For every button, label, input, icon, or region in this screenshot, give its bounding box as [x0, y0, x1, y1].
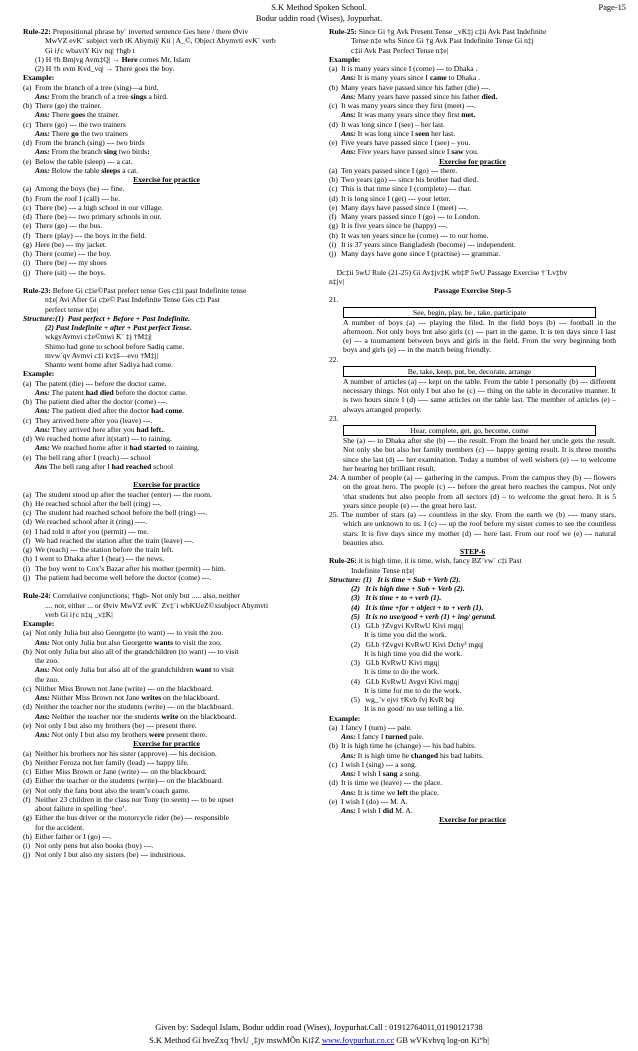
text-line: Exercise for practice [133, 480, 200, 490]
passage-number: 21. [329, 295, 339, 305]
footer-credit: Given by: Sadequl Islam, Bodur uddin road (Wises), Joypurhat.Call : 01912764011,01190121738 [155, 1023, 483, 1032]
word-box: Be, take, keep, put, be, decorate, arrange [343, 366, 596, 377]
passage-number: 22. [329, 354, 339, 364]
text-line: (4) It is time +for + object + to + verb (1). [351, 602, 484, 612]
text-line: (c) There (be) --- a high school in our village. [23, 202, 163, 212]
text-line: It is high time you did the work. [351, 648, 463, 658]
text-line: (a) Neither his brothers nor his sister (approve) --- his decision. [23, 748, 217, 758]
text-line: (j) The patient had become well before the doctor (come) ---. [23, 572, 212, 582]
text-line: (i) Not only pens but also books (buy) ---. [23, 841, 154, 850]
text-line: (j) Not only I but also my sisters (be) --- industrious. [23, 850, 186, 860]
text-line: about failure in spelling ‘bee’. [35, 804, 127, 813]
text-line: (a) Among the boys (be) --- fine. [23, 184, 125, 194]
text-line: Ans: There goes the trainer. [35, 110, 120, 120]
text-line: (a) Ten years passed since I (go) --- there. [329, 165, 458, 175]
text-line: (j) There (sit) --- the boys. [23, 267, 106, 277]
text-line: Ans: Niither Miss Brown not Jane writes on the blackboard. [35, 693, 220, 702]
text-line: It is no good/ no use telling a lie. [351, 704, 465, 714]
school-address: Bodur uddin road (Wises), Joypurhat. [255, 14, 383, 23]
text-line: (a) Not only Julia but also Georgette (to want) --- to visit the zoo. [23, 628, 224, 638]
text-line: (c) Niither Miss Brown not Jane (write) --- on the blackboard. [23, 683, 213, 693]
text-line: (d) It is time we (leave) --- the place. [329, 778, 443, 788]
left-column [23, 27, 310, 860]
text-line: Ans: Not only I but also my brothers were present there. [35, 730, 208, 739]
text-line: Rule-23: Before Gi c‡ie©Past prefect tense Ges c‡ii past Indefinite tense [23, 286, 247, 295]
text-line: (f) There (play) --- the boys in the field. [23, 230, 147, 240]
text-line: .... nor, either ... or Øviv MwVZ evK¨ Zv‡`i wbKUeZ©xsubject Abymvti [45, 600, 269, 610]
passage-exercises [329, 295, 616, 473]
text-line: Ans: From the branch of a tree sings a bird. [35, 91, 168, 101]
text-line: (h) It was ten years since he (come) --- to our home. [329, 230, 489, 240]
text-line: (1) GLb †Zvgvi KvRwU Kivi mgq| [351, 621, 463, 630]
text-line: (a) It is many years since I (come) --- to Dhaka . [329, 64, 478, 73]
text-line: Ans: It is time we left the place. [341, 787, 439, 797]
text-line: Ans: We reached home after it had started to raining. [35, 443, 200, 453]
rule-25-section [329, 27, 616, 295]
text-line: (c) I wish I (sing) --- a song. [329, 759, 417, 769]
text-line: (a) The patent (die) --- before the doctor came. [23, 378, 167, 388]
text-line: (2) It is high time + Sub + Verb (2). [351, 584, 465, 593]
text-line: (b) It is high time he (change) --- his bad habits. [329, 741, 476, 751]
text-line: (c) Either Miss Brown or Jane (write) --- on the blackboard. [23, 767, 207, 776]
text-line: Ans: It was many years since they first met. [341, 110, 476, 120]
text-line: Example: [23, 369, 55, 379]
text-line: (c) They arrived here after you (leave) ---. [23, 415, 153, 425]
text-line: (d) There (be) --- two primary schools in our. [23, 212, 162, 221]
text-line: (d) It is long since I (get) --- your letter. [329, 193, 451, 203]
word-box: Hear, complete, get, go, become, come [343, 425, 596, 436]
text-line: (g) Here (be) --- my jacket. [23, 239, 107, 249]
text-line: verb Gi iƒc n‡q _v‡K| [45, 609, 113, 619]
text-line: Ans: There go the two trainers [35, 128, 128, 138]
text-line: (c) It was many years since they first (meet) ---. [329, 101, 476, 110]
text-line: (d) It was long since I (see) – her last. [329, 119, 445, 129]
text-line: (c) The student had reached school before the bell (ring) ---. [23, 508, 208, 517]
text-line: (b) Neither Feroza not her family (lead) --- happy life. [23, 757, 189, 767]
text-line: (e) There (go) --- the bus. [23, 221, 103, 231]
text-line: (1) H †h Bmjvg Avm‡Q| → Here comes Mr. Islam [35, 54, 191, 64]
passage-item: 24. A number of people (a) --- gathering in the campus. From the campus they (b) --- flowers on the great hero. The people (c) --- before the great hero reaches the campus. Not only \that students but also people from all sectors (d) – to welcome the great hero. It is 5 years since people (e) --- the great hero last. [329, 473, 616, 510]
text-line: (e) The bell rang after I (reach) --- school [23, 452, 151, 462]
page-number: Page-15 [598, 3, 626, 12]
footer-website-line [0, 1036, 638, 1045]
text-line: (h) There (come) --- the boy. [23, 249, 112, 258]
text-line: Ans: Not only Julia but also Georgette wants to visit the zoo. [35, 637, 222, 647]
text-line: (b) Many years have passed since his father (die) ---. [329, 82, 491, 92]
text-line: (3) It is time + to + verb (1). [351, 593, 442, 603]
text-line: (g) It is five years since he (happy) ---. [329, 221, 448, 231]
text-line [23, 471, 310, 480]
text-line: Example: [329, 54, 361, 64]
text-line: STEP-6 [459, 547, 486, 556]
text-line: Ans: They arrived here after you had left.. [35, 424, 165, 434]
text-line: n‡e| Avi After Gi c‡e© Past Indefinite Tense Ges c‡i Past [45, 295, 220, 305]
text-line: perfect tense n‡e| [45, 304, 98, 314]
text-line: Ans: Below the table sleeps a cat. [35, 165, 139, 175]
text-line: Passage Exercise Step-5 [433, 286, 512, 295]
step-6-section [329, 547, 616, 825]
text-line: n‡jv| [329, 276, 345, 286]
right-column [329, 27, 616, 825]
text-line: Ans The bell rang after I had reached school [35, 461, 174, 471]
text-line: (d) We reached home after it(start) --- to raining. [23, 434, 172, 443]
text-line [23, 582, 310, 591]
text-line: (e) Five years have passed since I (see) – you. [329, 138, 471, 147]
text-line: (d) Neither the teacher nor the students (write) --- on the blackboard. [23, 702, 233, 712]
text-line: (2) Past Indefinite + after + Past perfect Tense. [45, 323, 192, 332]
text-line: (b) He reached school after the bell (ring) ---. [23, 498, 162, 508]
text-line: (a) From the branch of a tree (sing)—a bird. [23, 82, 159, 92]
text-line: (i) There (be) --- my shoes [23, 258, 107, 268]
text-line: wkgyAvmvi c‡e©mwi K¨ ‡j †M‡j| [45, 332, 152, 342]
text-line: (h) Either father or I (go) ---. [23, 831, 112, 841]
text-line: (a) I fancy I (turn) --- pale. [329, 722, 412, 732]
text-line: (4) GLb KvRwU Avgvi Kivi mgq| [351, 676, 459, 686]
text-line: It is time for me to do the work. [351, 685, 462, 695]
text-line: (f) Many years passed since I (go) --- to London. [329, 212, 480, 221]
text-line: Ans: I wish I sang a song. [341, 769, 421, 778]
text-line: Example: [23, 73, 55, 83]
text-line: Exercise for practice [439, 815, 506, 825]
text-line: Structure:(1) Past perfect + Before + Past Indefinite. [23, 313, 191, 323]
text-line: It is time you did the work. [351, 630, 447, 640]
text-line: Ans: Many years have passed since his father died. [341, 91, 498, 101]
passage-item: 25. The number of stars (a) --- countless in the sky. From the earth we (b) ---- many stars, which are unknown to us. I (c) --- up the roof before my sister comes to see the countless stars. It is five days since my mother (d) --- here last. From our roof we (e) --- natural beauties also. [329, 510, 616, 547]
text-line: Indefinite Tense n‡e| [351, 565, 415, 575]
text-line: (e) I had told it after you (permit) --- me. [23, 526, 149, 536]
text-line: Ans: It was long since I seen her last. [341, 128, 456, 138]
text-line: Ans: Not only Julia but also all of the grandchildren want to visit [35, 665, 235, 675]
text-line: (e) I wish I (do) --- M. A. [329, 796, 408, 806]
text-line: (j) Many days have gone since I (practise) --- grammar. [329, 249, 501, 258]
text-line: Shimo had gone to school before Sadiq came. [45, 341, 185, 351]
text-line: (h) I went to Dhaka after I (hear) --- the news. [23, 554, 165, 564]
text-line: Tense n‡e whs Since Gi †g Avk Past Indefinite Tense Gi n‡j [351, 36, 534, 46]
text-line: Exercise for practice [439, 156, 506, 166]
text-line: the zoo. [35, 656, 60, 665]
text-line: Exercise for practice [133, 175, 200, 184]
text-line: (g) We (reach) --- the station before the train left. [23, 545, 174, 554]
text-line: (g) Either the bus driver or the motorcycle rider (be) --- responsible [23, 813, 229, 823]
text-line: Rule-24: Correlative conjunctions; †hgb- Not only but ..... also, neither [23, 591, 241, 601]
text-line: MwVZ evK¨ subject verb tK Abymiÿ Kti | A_©, Object Abymvti evK¨ verb [45, 36, 276, 46]
text-line: Ans: The patient died after the doctor had come. [35, 406, 184, 416]
word-box: See, begin, play, be , take, participate [343, 307, 596, 318]
website-link[interactable]: www.Joypurhat.co.cc [321, 1036, 395, 1045]
passage-text: A number of boys (a) --- playing the filed. In the field boys (b) --- football in the afternoon. Not only boys but also girls (c) --- part in the game. It is ten days since I last (e) --- a tournament between boys and girls in the field. From the very beginning both boys and girls (e) --- in the match being friendly. [343, 317, 616, 355]
text-line: Ans: The patent had died before the doctor came. [35, 387, 188, 397]
text-line: Rule-26: it is high time, it is time, wish, fancy BZ¨vw` c‡i Past [329, 556, 522, 566]
text-line: Exercise for practice [133, 739, 200, 749]
text-line: (d) From the branch (sing) --- two birds [23, 138, 145, 147]
text-line: (2) H †h evm Kvd_vq| → There goes the boy. [35, 64, 175, 73]
text-line [23, 277, 310, 286]
text-line: (i) It is 37 years since Bangladesh (become) --- independent. [329, 239, 516, 249]
text-line: (a) The student stood up after the teacher (enter) --- the room. [23, 489, 212, 499]
passage-number: 23. [329, 413, 339, 423]
text-line: the zoo. [35, 674, 60, 684]
text-line: Structure: (1) It is time + Sub + Verb (2). [329, 574, 461, 584]
text-line: (b) Two years (go) --- since his brother had died. [329, 175, 479, 184]
passage-text: A number of articles (a) --- kept on the table. From the table I personally (b) --- different necessary things. Not only I but also he (c) --- thing on the table in decorative manner. It is two hours since I (d) ---- same articles on the table last. The member of articles (e) – always arranged properly. [343, 376, 616, 414]
text-line: Ans: From the branch sing two birds: [35, 147, 150, 157]
text-line: (e) Below the table (sleep) --- a cat. [23, 156, 133, 166]
text-line: Example: [329, 713, 361, 723]
text-line: (5) It is no use/good + verb (1) + ing/ gerund. [351, 611, 497, 621]
text-line: Rule-25: Since Gi †g Avk Present Tense _vK‡j c‡ii Avk Past Indefinite [329, 27, 547, 36]
text-line: (e) Not only I but also my brothers (be) --- present there. [23, 720, 197, 730]
text-line: Ans: Five years have passed since I saw you. [341, 147, 479, 157]
text-line: Shanto went home after Sadiya had come. [45, 360, 173, 369]
passage-text: She (a) --- to Dhaka after she (b) --- the result. From the board her uncle gets the result. Not only she but also her family members (c) --- happy getting result. It is three months since she last (d) --- her examination. Today a number of well wishers (e) --- to welcome her hearing her brilliant result. [343, 436, 616, 473]
text-line: (b) From the roof I (call) --- he. [23, 193, 120, 203]
text-line: (2) GLb †Zvgvi KvRwU Kivi Dchy³ mgq| [351, 639, 484, 649]
school-title: S.K Method Spoken School. [271, 3, 367, 12]
text-line: Example: [23, 619, 55, 628]
text-line: mvw`qv Avmvi c‡i kv‡š—evo †M‡j| [45, 350, 159, 360]
footer-text-end: GB wVKvbvq log-on Ki“b| [394, 1036, 489, 1045]
text-line: Rule-22: Prepositional phrase hy¨ inverted sentence Ges here / there Øviv [23, 27, 249, 36]
text-line: Ans: It is many years since I came to Dhaka . [341, 73, 481, 83]
text-line: (3) GLb KvRwU Kivi mgq| [351, 658, 439, 667]
footer-text: S.K Method Gi hveZxq †bvU ¸‡jv mswMÖn Ki‡Z [149, 1036, 322, 1045]
text-line: (d) We reached school after it (ring) ----. [23, 517, 148, 527]
text-line: (5) wg_¨v ejvi †Kvb fvj KvR bq| [351, 695, 455, 704]
text-line: It is time to do the work. [351, 667, 440, 677]
text-line: (b) Not only Julia but also all of the grandchildren (to want) --- to visit [23, 646, 239, 656]
text-line: (e) Not only the fans bout also the team’s coach game. [23, 785, 190, 795]
text-line: (b) The patient died after the doctor (come) ---. [23, 397, 168, 406]
text-line: (i) The boy went to Cox’s Bazar after his mother (permit) --- him. [23, 563, 226, 573]
text-line: (c) This is that time since I (complete) --- that. [329, 184, 472, 194]
text-line: (e) Many days have passed since I (meet) ---. [329, 202, 468, 212]
text-line: (d) Either the teacher or the students (write)--- on the blackboard. [23, 776, 224, 786]
text-line: (f) We had reached the station after the train (leave) ---. [23, 535, 194, 545]
text-line: (f) Neither 23 children in the class nor Tony (to seem) --- to be upset [23, 794, 234, 804]
numbered-passages [329, 473, 616, 547]
text-line: Dc‡ii 5wU Rule (21-25) Gi Av‡jv‡K wb‡P 5wU Passage Exercise †`Lv‡bv [329, 267, 568, 277]
text-line: Ans: It is high time he changed his bad habits. [341, 750, 484, 760]
text-line: c‡ii Avk Past Perfect Tense n‡e| [351, 45, 449, 55]
text-line: (c) There (go) --- the two trainers [23, 119, 126, 129]
text-line: Ans: I wish I did M. A. [341, 806, 413, 815]
text-line: Ans: Neither the teacher nor the students write on the blackboard. [35, 711, 237, 721]
text-line: (b) There (go) the trainer. [23, 101, 102, 110]
text-line: for the accident. [35, 822, 85, 832]
text-line: Ans: I fancy I turned pale. [341, 732, 424, 741]
text-line [329, 258, 616, 267]
text-line: Gi iƒc wbaviY Kiv nq| †hgb t [45, 45, 135, 55]
